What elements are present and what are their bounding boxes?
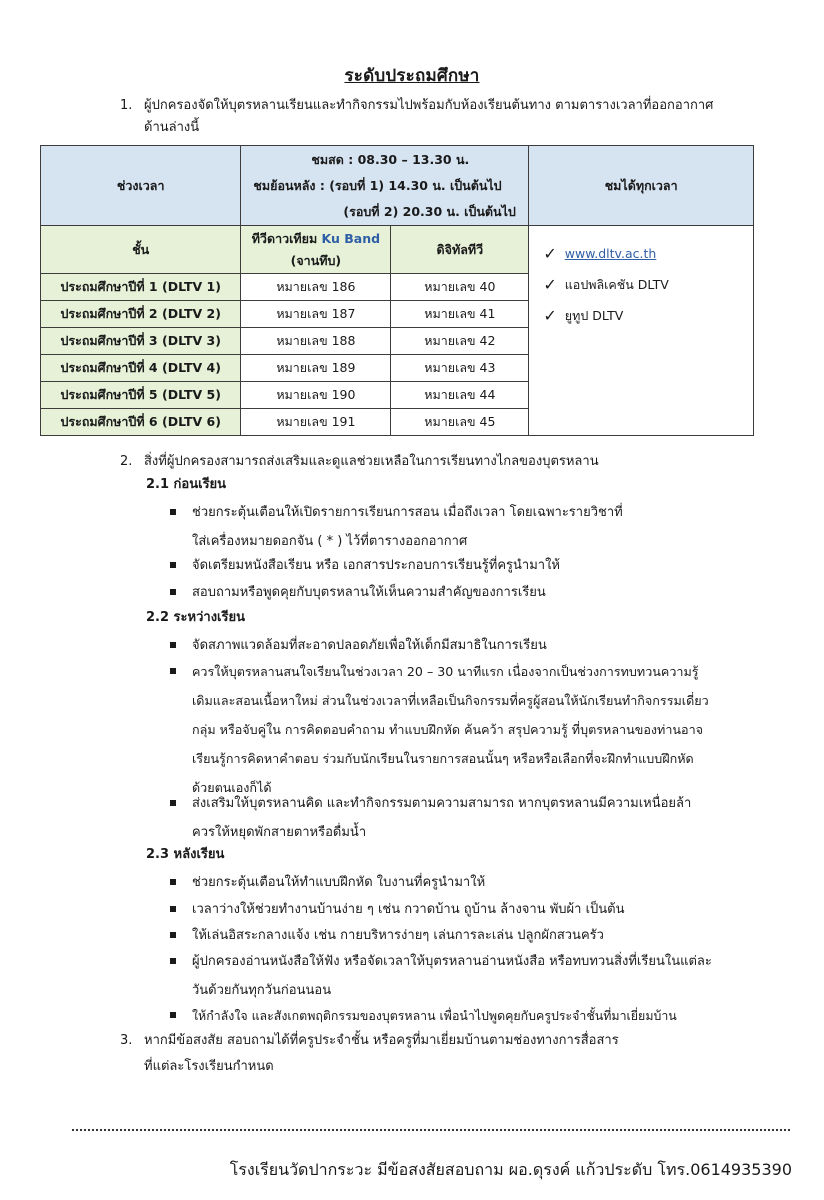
bullet-square-icon (170, 589, 176, 595)
digital-channel: หมายเลข 42 (391, 328, 529, 355)
schedule-table (40, 145, 754, 436)
bullet-square-icon (170, 906, 176, 912)
bullet-square-icon (170, 509, 176, 515)
bullet-text: ด้วยตนเองก็ได้ (192, 780, 272, 795)
dltv-app-text: แอปพลิเคชัน DLTV (564, 276, 669, 292)
rerun-time-2: (รอบที่ 2) 20.30 น. เป็นต้นไป (343, 203, 516, 219)
bullet-square-icon (170, 800, 176, 806)
section-heading: 2.3 หลังเรียน (146, 847, 225, 862)
bullet-text: สอบถามหรือพูดคุยกับบุตรหลานให้เห็นความสำคัญของการเรียน (192, 585, 546, 600)
bullet-text: ช่วยกระตุ้นเตือนให้ทำแบบฝึกหัด ใบงานที่ครูนำมาให้ (192, 875, 486, 890)
satellite-channel: หมายเลข 190 (241, 382, 391, 409)
bullet-item (170, 551, 730, 580)
satellite-channel: หมายเลข 191 (241, 409, 391, 436)
digital-header: ดิจิทัลทีวี (391, 226, 529, 274)
satellite-label: ทีวีดาวเทียม (251, 230, 318, 246)
item-2-text: สิ่งที่ผู้ปกครองสามารถส่งเสริมและดูแลช่วยเหลือในการเรียนทางไกลของบุตรหลาน (144, 454, 599, 469)
item-number: 3. (120, 1033, 133, 1048)
bullet-item (170, 789, 730, 847)
bullet-text: ควรให้บุตรหลานสนใจเรียนในช่วงเวลา 20 – 30 นาทีแรก เนื่องจากเป็นช่วงการทบทวนความรู้ (192, 664, 699, 679)
check-icon: ✓ (543, 275, 557, 294)
time-header: ช่วงเวลา (41, 146, 241, 226)
item-number: 1. (120, 98, 133, 113)
bullet-text: จัดสภาพแวดล้อมที่สะอาดปลอดภัยเพื่อให้เด็กมีสมาธิในการเรียน (192, 638, 547, 653)
bullet-text: ให้กำลังใจ และสังเกตพฤติกรรมของบุตรหลาน เพื่อนำไปพูดคุยกับครูประจำชั้นที่มาเยี่ยมบ้าน (192, 1008, 677, 1023)
satellite-channel: หมายเลข 187 (241, 301, 391, 328)
level-cell: ประถมศึกษาปีที่ 4 (DLTV 4) (41, 355, 241, 382)
level-cell: ประถมศึกษาปีที่ 2 (DLTV 2) (41, 301, 241, 328)
digital-channel: หมายเลข 40 (391, 274, 529, 301)
bullet-text: กลุ่ม หรือจับคู่ใน การคิดตอบคำถาม ทำแบบฝึกหัด ค้นคว้า สรุปความรู้ ที่บุตรหลานของท่านอาจ (192, 722, 704, 737)
digital-channel: หมายเลข 45 (391, 409, 529, 436)
level-cell: ประถมศึกษาปีที่ 1 (DLTV 1) (41, 274, 241, 301)
bullet-text: เรียนรู้การคิดหาคำตอบ ร่วมกับนักเรียนในรายการสอนนั้นๆ หรือหรือเลือกที่จะฝึกทำแบบฝึกหัด (192, 751, 694, 766)
channels-cell (529, 226, 754, 436)
item-number: 2. (120, 454, 133, 469)
bullet-item (170, 921, 730, 950)
live-time: ชมสด : 08.30 – 13.30 น. (311, 151, 470, 167)
satellite-channel: หมายเลข 189 (241, 355, 391, 382)
bullet-square-icon (170, 642, 176, 648)
satellite-channel: หมายเลข 188 (241, 328, 391, 355)
level-cell: ประถมศึกษาปีที่ 6 (DLTV 6) (41, 409, 241, 436)
bullet-item (170, 947, 730, 1005)
bullet-text: ช่วยกระตุ้นเตือนให้เปิดรายการเรียนการสอน เมื่อถึงเวลา โดยเฉพาะรายวิชาที่ (192, 505, 623, 520)
item-3-line: ที่แต่ละโรงเรียนกำหนด (144, 1059, 274, 1074)
dltv-website-link[interactable]: www.dltv.ac.th (564, 246, 657, 261)
dltv-youtube-text: ยูทูป DLTV (564, 307, 624, 323)
check-icon: ✓ (543, 244, 557, 263)
bullet-square-icon (170, 932, 176, 938)
broadcast-times (241, 146, 529, 226)
satellite-channel: หมายเลข 186 (241, 274, 391, 301)
digital-channel: หมายเลข 44 (391, 382, 529, 409)
bullet-square-icon (170, 879, 176, 885)
digital-channel: หมายเลข 41 (391, 301, 529, 328)
section-heading: 2.2 ระหว่างเรียน (146, 610, 245, 625)
dish-label: (จานทึบ) (290, 252, 342, 268)
bullet-item (170, 895, 730, 924)
anytime-header: ชมได้ทุกเวลา (529, 146, 754, 226)
bullet-text: ให้เล่นอิสระกลางแจ้ง เช่น กายบริหารง่ายๆ เล่นการละเล่น ปลูกผักสวนครัว (192, 928, 604, 943)
satellite-header (241, 226, 391, 274)
bullet-item (170, 631, 730, 660)
item-3-line: หากมีข้อสงสัย สอบถามได้ที่ครูประจำชั้น หรือครูที่มาเยี่ยมบ้านตามช่องทางการสื่อสาร (144, 1033, 619, 1048)
ku-band-label: Ku Band (321, 230, 381, 246)
level-header: ชั้น (41, 226, 241, 274)
rerun-time-1: ชมย้อนหลัง : (รอบที่ 1) 14.30 น. เป็นต้นไป (253, 177, 502, 193)
page-title: ระดับประถมศึกษา (344, 66, 480, 86)
item-1-line: ด้านล่างนี้ (144, 120, 200, 135)
dotted-divider (72, 1129, 790, 1131)
bullet-item (170, 1001, 760, 1030)
bullet-square-icon (170, 958, 176, 964)
item-3 (120, 1028, 800, 1080)
bullet-item (170, 578, 730, 607)
bullet-text: วันด้วยกันทุกวันก่อนนอน (192, 983, 332, 998)
bullet-item (170, 498, 730, 556)
bullet-square-icon (170, 1012, 176, 1018)
bullet-square-icon (170, 562, 176, 568)
bullet-item (170, 868, 730, 897)
bullet-text: เดิมและสอนเนื้อหาใหม่ ส่วนในช่วงเวลาที่เหลือเป็นกิจกรรมที่ครูผู้สอนให้นักเรียนทำกิจกรรมเดี่ยว (192, 693, 709, 708)
bullet-text: ควรให้หยุดพักสายตาหรือดื่มน้ำ (192, 825, 367, 840)
bullet-item (170, 657, 710, 802)
bullet-text: ส่งเสริมให้บุตรหลานคิด และทำกิจกรรมตามความสามารถ หากบุตรหลานมีความเหนื่อยล้า (192, 796, 692, 811)
item-1 (120, 95, 760, 139)
bullet-text: ใส่เครื่องหมายดอกจัน ( * ) ไว้ที่ตารางออกอากาศ (192, 534, 468, 549)
digital-channel: หมายเลข 43 (391, 355, 529, 382)
level-cell: ประถมศึกษาปีที่ 5 (DLTV 5) (41, 382, 241, 409)
check-icon: ✓ (543, 306, 557, 325)
bullet-square-icon (170, 668, 176, 674)
level-cell: ประถมศึกษาปีที่ 3 (DLTV 3) (41, 328, 241, 355)
bullet-text: จัดเตรียมหนังสือเรียน หรือ เอกสารประกอบการเรียนรู้ที่ครูนำมาให้ (192, 558, 560, 573)
item-1-line: ผู้ปกครองจัดให้บุตรหลานเรียนและทำกิจกรรมไปพร้อมกับห้องเรียนต้นทาง ตามตารางเวลาที่ออกอากาศ (144, 98, 714, 113)
bullet-text: ผู้ปกครองอ่านหนังสือให้ฟัง หรือจัดเวลาให้บุตรหลานอ่านหนังสือ หรือทบทวนสิ่งที่เรียนในแต่ละ (192, 954, 712, 969)
section-heading: 2.1 ก่อนเรียน (146, 477, 227, 492)
bullet-text: เวลาว่างให้ช่วยทำงานบ้านง่าย ๆ เช่น กวาดบ้าน ถูบ้าน ล้างจาน พับผ้า เป็นต้น (192, 902, 625, 917)
footer-contact: โรงเรียนวัดปากระวะ มีข้อสงสัยสอบถาม ผอ.ดุรงค์ แก้วประดับ โทร.0614935390 (229, 1160, 792, 1179)
